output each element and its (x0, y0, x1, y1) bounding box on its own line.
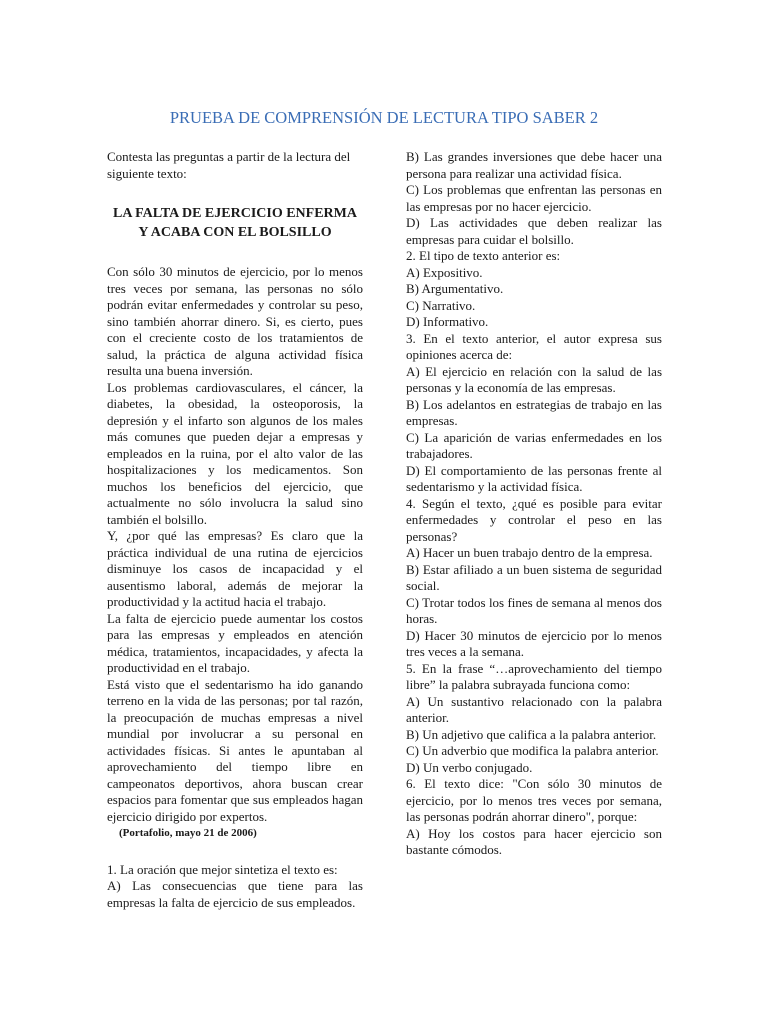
question-5-stem: 5. En la frase “…aprovechamiento del tiempo libre” la palabra subrayada funciona como: (406, 660, 662, 692)
question-3-option-a: A) El ejercicio en relación con la salud de las personas y la economía de las empresas. (406, 363, 662, 395)
question-4-stem: 4. Según el texto, ¿qué es posible para evitar enfermedades y controlar el peso en las personas? (406, 495, 662, 544)
article-heading: LA FALTA DE EJERCICIO ENFERMA Y ACABA CON EL BOLSILLO (112, 206, 357, 240)
question-5-option-a: A) Un sustantivo relacionado con la palabra anterior. (406, 693, 662, 725)
article-paragraph-3: Y, ¿por qué las empresas? Es claro que la práctica individual de una rutina de ejercicios disminuye los casos de incapacidad y el ausentismo laboral, además de mejorar la productividad y la actitud hacia el trabajo. (107, 528, 363, 609)
question-4-option-b: B) Estar afiliado a un buen sistema de seguridad social. (406, 561, 662, 593)
question-4-option-a: A) Hacer un buen trabajo dentro de la empresa. (406, 545, 653, 560)
left-column (107, 149, 363, 911)
article-paragraph-2: Los problemas cardiovasculares, el cáncer, la diabetes, la obesidad, la osteoporosis, la depresión y el infarto son algunos de los males más comunes que pueden dejar a empresas y empleados en la ruina, por el alto valor de las hospitalizaciones y los medicamentos. Son muchos los beneficios del ejercicio, que actualmente no sólo involucra la salud sino también el bolsillo. (107, 379, 363, 527)
question-4-option-c: C) Trotar todos los fines de semana al menos dos horas. (406, 594, 662, 626)
question-1-option-b: B) Las grandes inversiones que debe hacer una persona para realizar una actividad física. (406, 149, 662, 181)
question-2-option-c: C) Narrativo. (406, 297, 476, 313)
question-2-stem: 2. El tipo de texto anterior es: (406, 248, 561, 263)
question-6-option-a: A) Hoy los costos para hacer ejercicio son bastante cómodos. (406, 825, 662, 857)
page-title: PRUEBA DE COMPRENSIÓN DE LECTURA TIPO SABER 2 (169, 108, 599, 127)
question-1-stem: 1. La oración que mejor sintetiza el texto es: (107, 861, 338, 877)
article-source: (Portafolio, mayo 21 de 2006) (119, 827, 257, 839)
question-5-option-b: B) Un adjetivo que califica a la palabra anterior. (406, 726, 657, 742)
question-5-option-c: C) Un adverbio que modifica la palabra anterior. (406, 743, 659, 758)
question-3-option-d: D) El comportamiento de las personas frente al sedentarismo y la actividad física. (406, 462, 662, 494)
question-6-stem: 6. El texto dice: "Con sólo 30 minutos de ejercicio, por lo menos tres veces por semana, las personas podrán ahorrar dinero", porque: (406, 776, 662, 824)
question-2-option-b: B) Argumentativo. (406, 281, 504, 296)
right-column (406, 149, 662, 859)
question-1-option-a: A) Las consecuencias que tiene para las empresas la falta de ejercicio de sus empleados. (107, 878, 363, 910)
question-4-option-d: D) Hacer 30 minutos de ejercicio por lo menos tres veces a la semana. (406, 627, 662, 659)
question-5-option-d: D) Un verbo conjugado. (406, 759, 533, 775)
question-2-option-d: D) Informativo. (406, 314, 489, 329)
question-1-option-c: C) Los problemas que enfrentan las personas en las empresas por no hacer ejercicio. (406, 182, 662, 214)
question-1-option-d: D) Las actividades que deben realizar las empresas para cuidar el bolsillo. (406, 215, 662, 247)
article-paragraph-5: Está visto que el sedentarismo ha ido ganando terreno en la vida de las personas; por tal razón, la preocupación de muchas empresas a nivel mundial por involucrar a su personal en actividades físicas. Si antes le apuntaban al aprovechamiento del tiempo libre en campeonatos deportivos, ahora buscan crear espacios para fomentar que sus empleados hagan ejercicio dirigido por expertos. (107, 676, 363, 824)
question-3-option-c: C) La aparición de varias enfermedades en los trabajadores. (406, 429, 662, 461)
question-2-option-a: A) Expositivo. (406, 264, 483, 280)
intro-text: Contesta las preguntas a partir de la lectura del siguiente texto: (107, 149, 351, 181)
article-paragraph-1: Con sólo 30 minutos de ejercicio, por lo menos tres veces por semana, las personas no sólo podrán evitar enfermedades y controlar su peso, sino también ahorrar dinero. Si, es cierto, pues con el creciente costo de los tratamientos de salud, la práctica de alguna actividad física resulta una buena inversión. (107, 264, 363, 378)
question-3-stem: 3. En el texto anterior, el autor expresa sus opiniones acerca de: (406, 330, 662, 362)
article-paragraph-4: La falta de ejercicio puede aumentar los costos para las empresas y empleados en atención médica, tratamientos, incapacidades, y afecta la productividad en el trabajo. (107, 610, 363, 675)
question-3-option-b: B) Los adelantos en estrategias de trabajo en las empresas. (406, 396, 662, 428)
